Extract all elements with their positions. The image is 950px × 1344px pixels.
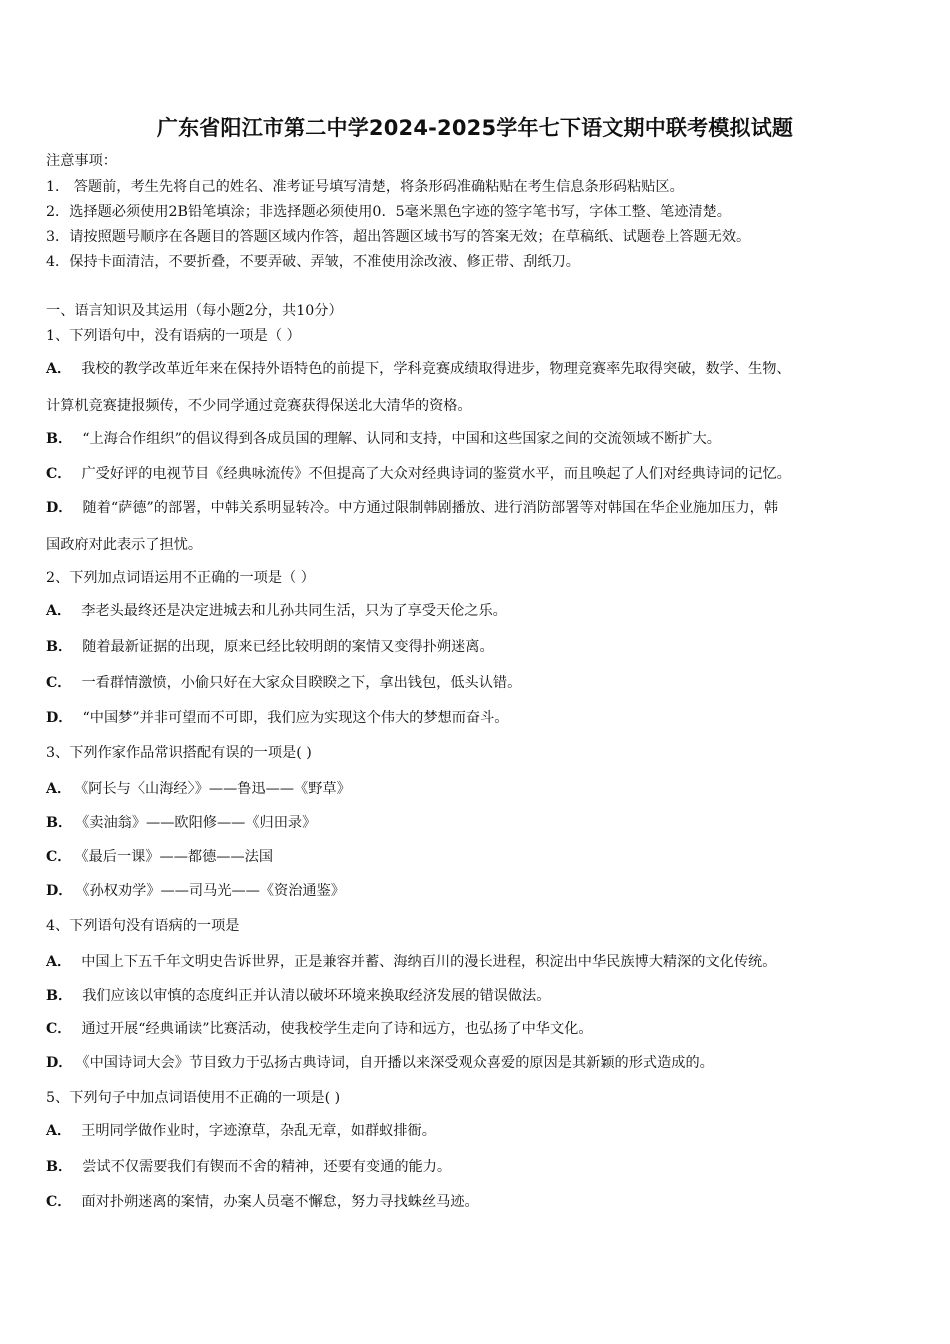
notice-item-3: 3．请按照题号顺序在各题目的答题区域内作答，超出答题区域书写的答案无效；在草稿纸、试题卷上答题无效。 bbox=[46, 229, 751, 245]
question-3-option-a bbox=[46, 779, 351, 799]
notice-item-4: 4．保持卡面清洁，不要折叠，不要弄破、弄皱，不准使用涂改液、修正带、刮纸刀。 bbox=[46, 254, 580, 270]
notice-heading: 注意事项： bbox=[46, 153, 117, 169]
option-key: D． bbox=[46, 710, 73, 726]
option-text: 中国上下五千年文明史告诉世界，正是兼容并蓄、海纳百川的漫长进程，积淀出中华民族博大精深的文化传统。 bbox=[81, 954, 777, 970]
question-4-option-b bbox=[46, 986, 550, 1006]
question-1-stem: 1、下列语句中，没有语病的一项是（ ） bbox=[46, 328, 301, 344]
question-3-stem: 3、下列作家作品常识搭配有误的一项是( ) bbox=[46, 745, 312, 761]
option-key: D． bbox=[46, 883, 73, 899]
question-1-option-a bbox=[46, 359, 791, 379]
question-2-stem: 2、下列加点词语运用不正确的一项是（ ） bbox=[46, 570, 315, 586]
question-1-option-d-continued: 国政府对此表示了担忧。 bbox=[46, 537, 203, 553]
option-key: A． bbox=[46, 603, 72, 619]
option-key: B． bbox=[46, 815, 73, 831]
question-2-option-b bbox=[46, 637, 494, 657]
option-text: 通过开展“经典诵读”比赛活动，使我校学生走向了诗和远方，也弘扬了中华文化。 bbox=[81, 1021, 593, 1037]
option-text: 《中国诗词大会》节目致力于弘扬古典诗词，自开播以来深受观众喜爱的原因是其新颖的形式造成的。 bbox=[82, 1055, 714, 1071]
question-5-option-c bbox=[46, 1192, 479, 1212]
option-key: C． bbox=[46, 849, 72, 865]
option-key: B． bbox=[46, 431, 73, 447]
option-text: 我校的教学改革近年来在保持外语特色的前提下，学科竞赛成绩取得进步，物理竞赛率先取得突破，数学、生物、 bbox=[81, 361, 791, 377]
option-key: B． bbox=[46, 1159, 73, 1175]
option-key: B． bbox=[46, 988, 73, 1004]
question-3-option-d bbox=[46, 881, 345, 901]
option-text: 随着最新证据的出现，原来已经比较明朗的案情又变得扑朔迷离。 bbox=[82, 639, 494, 655]
option-key: D． bbox=[46, 1055, 73, 1071]
section-heading: 一、语言知识及其运用（每小题2分，共10分） bbox=[46, 303, 343, 319]
question-4-option-a bbox=[46, 952, 776, 972]
question-3-option-c bbox=[46, 847, 273, 867]
option-text: “上海合作组织”的倡议得到各成员国的理解、认同和支持，中国和这些国家之间的交流领域不断扩大。 bbox=[82, 431, 721, 447]
question-1-option-d bbox=[46, 498, 778, 518]
question-2-option-a bbox=[46, 601, 507, 621]
option-key: D． bbox=[46, 500, 73, 516]
question-4-option-d bbox=[46, 1053, 714, 1073]
option-key: A． bbox=[46, 361, 72, 377]
option-key: C． bbox=[46, 1194, 72, 1210]
option-text: 我们应该以审慎的态度纠正并认清以破坏环境来换取经济发展的错误做法。 bbox=[82, 988, 551, 1004]
question-2-option-d bbox=[46, 708, 508, 728]
question-5-stem: 5、下列句子中加点词语使用不正确的一项是( ) bbox=[46, 1090, 341, 1106]
option-key: A． bbox=[46, 781, 72, 797]
option-text: 《最后一课》——都德——法国 bbox=[81, 849, 274, 865]
option-text: 随着“萨德”的部署，中韩关系明显转冷。中方通过限制韩剧播放、进行消防部署等对韩国在华企业施加压力，韩 bbox=[82, 500, 779, 516]
question-1-option-c bbox=[46, 464, 791, 484]
option-text: 王明同学做作业时，字迹潦草，杂乱无章，如群蚁排衙。 bbox=[81, 1123, 436, 1139]
question-2-option-c bbox=[46, 673, 521, 693]
question-4-stem: 4、下列语句没有语病的一项是 bbox=[46, 918, 240, 934]
option-key: C． bbox=[46, 1021, 72, 1037]
option-key: B． bbox=[46, 639, 73, 655]
question-5-option-a bbox=[46, 1121, 436, 1141]
option-text: 尝试不仅需要我们有锲而不舍的精神，还要有变通的能力。 bbox=[82, 1159, 452, 1175]
option-text: 广受好评的电视节目《经典咏流传》不但提高了大众对经典诗词的鉴赏水平，而且唤起了人们对经典诗词的记忆。 bbox=[81, 466, 791, 482]
option-key: C． bbox=[46, 466, 72, 482]
option-text: 一看群情激愤，小偷只好在大家众目睽睽之下，拿出钱包，低头认错。 bbox=[81, 675, 522, 691]
question-5-option-b bbox=[46, 1157, 451, 1177]
notice-item-1: 1． 答题前，考生先将自己的姓名、准考证号填写清楚，将条形码准确粘贴在考生信息条形码粘贴区。 bbox=[46, 179, 684, 195]
question-4-option-c bbox=[46, 1019, 593, 1039]
option-text: “中国梦”并非可望而不可即，我们应为实现这个伟大的梦想而奋斗。 bbox=[82, 710, 509, 726]
notice-item-2: 2．选择题必须使用2B铅笔填涂；非选择题必须使用0．5毫米黑色字迹的签字笔书写，字体工整、笔迹清楚。 bbox=[46, 204, 731, 220]
option-text: 《阿长与〈山海经〉》——鲁迅——《野草》 bbox=[81, 781, 351, 797]
question-1-option-b bbox=[46, 429, 721, 449]
question-3-option-b bbox=[46, 813, 316, 833]
question-1-option-a-continued: 计算机竞赛捷报频传，不少同学通过竞赛获得保送北大清华的资格。 bbox=[46, 398, 472, 414]
option-key: A． bbox=[46, 954, 72, 970]
option-text: 李老头最终还是决定进城去和儿孙共同生活，只为了享受天伦之乐。 bbox=[81, 603, 507, 619]
option-key: A． bbox=[46, 1123, 72, 1139]
option-text: 《卖油翁》——欧阳修——《归田录》 bbox=[82, 815, 317, 831]
page-title: 广东省阳江市第二中学2024-2025学年七下语文期中联考模拟试题 bbox=[156, 116, 794, 140]
option-text: 面对扑朔迷离的案情，办案人员毫不懈怠，努力寻找蛛丝马迹。 bbox=[81, 1194, 479, 1210]
option-key: C． bbox=[46, 675, 72, 691]
option-text: 《孙权劝学》——司马光——《资治通鉴》 bbox=[82, 883, 345, 899]
